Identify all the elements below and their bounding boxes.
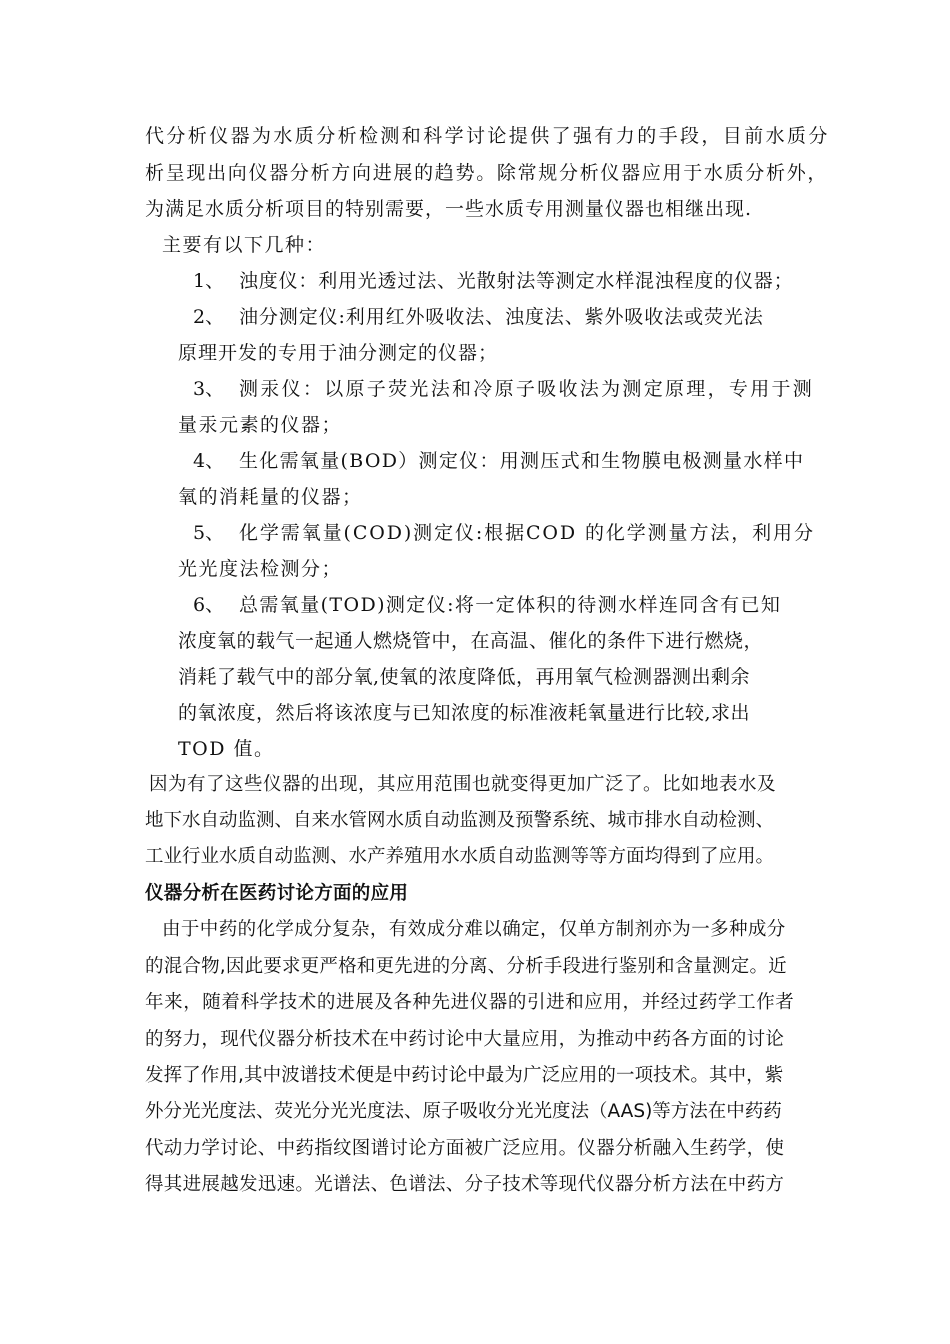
para2-line-1: 因为有了这些仪器的出现，其应用范围也就变得更加广泛了。比如地表水及: [149, 774, 777, 795]
para1-line-1: 代分析仪器为水质分析检测和科学讨论提供了强有力的手段，目前水质分: [145, 125, 830, 147]
item-number: 5、: [193, 522, 225, 544]
para3-line-8: 得其进展越发迅速。光谱法、色谱法、分子技术等现代仪器分析方法在中药方: [145, 1174, 785, 1195]
item-text: 生化需氧量(BOD）测定仪：用测压式和生物膜电极测量水样中: [239, 450, 805, 472]
para1-line-3: 为满足水质分析项目的特别需要，一些水质专用测量仪器也相继出现.: [145, 198, 753, 220]
para3-line-2: 的混合物,因此要求更严格和更先进的分离、分析手段进行鉴别和含量测定。近: [145, 956, 787, 977]
item-number: 3、: [193, 378, 225, 400]
para1-line-2: 析呈现出向仪器分析方向进展的趋势。除常规分析仪器应用于水质分析外，: [145, 162, 829, 184]
para3-line-3: 年来，随着科学技术的进展及各种先进仪器的引进和应用，并经过药学工作者: [145, 992, 795, 1013]
item-continuation: 量汞元素的仪器；: [178, 414, 343, 436]
item-continuation: 的氧浓度，然后将该浓度与已知浓度的标准液耗氧量进行比较,求出: [178, 702, 751, 724]
list-item-3: [193, 377, 814, 401]
list-item-6: [193, 593, 781, 617]
para3-line-1: 由于中药的化学成分复杂，有效成分难以确定，仅单方制剂亦为一多种成分: [162, 919, 786, 940]
item-continuation: 浓度氧的载气一起通人燃烧管中，在高温、催化的条件下进行燃烧，: [178, 630, 764, 652]
item-continuation: TOD 值。: [178, 738, 275, 760]
list-item-2: [193, 305, 764, 329]
item-text: 总需氧量(TOD)测定仪:将一定体积的待测水样连同含有已知: [239, 594, 782, 616]
item-number: 6、: [193, 594, 225, 616]
para3-line-5: 发挥了作用,其中波谱技术便是中药讨论中最为广泛应用的一项技术。其中，紫: [145, 1065, 784, 1086]
list-item-4: [193, 449, 804, 473]
item-text: 测汞仪：以原子荧光法和冷原子吸收法为测定原理，专用于测: [239, 378, 815, 400]
item-number: 2、: [193, 306, 225, 328]
section-heading: 仪器分析在医药讨论方面的应用: [145, 883, 409, 904]
intro-line: 主要有以下几种：: [162, 234, 327, 256]
para3-line-7: 代动力学讨论、中药指纹图谱讨论方面被广泛应用。仪器分析融入生药学，使: [145, 1138, 785, 1159]
list-item-5: [193, 521, 815, 545]
item-text: 浊度仪：利用光透过法、光散射法等测定水样混浊程度的仪器；: [239, 270, 794, 292]
item-continuation: 光光度法检测分；: [178, 558, 343, 580]
item-continuation: 消耗了载气中的部分氧,使氧的浓度降低，再用氧气检测器测出剩余: [178, 666, 751, 688]
para3-line-6: 外分光光度法、荧光分光光度法、原子吸收分光光度法（AAS)等方法在中药药: [145, 1101, 782, 1122]
item-number: 1、: [193, 270, 225, 292]
item-continuation: 原理开发的专用于油分测定的仪器；: [178, 342, 499, 364]
para2-line-2: 地下水自动监测、自来水管网水质自动监测及预警系统、城市排水自动检测、: [145, 810, 775, 831]
para2-line-3: 工业行业水质自动监测、水产养殖用水水质自动监测等等方面均得到了应用。: [145, 846, 775, 867]
item-number: 4、: [193, 450, 225, 472]
item-text: 油分测定仪:利用红外吸收法、浊度法、紫外吸收法或荧光法: [239, 306, 764, 328]
item-continuation: 氧的消耗量的仪器；: [178, 486, 363, 508]
list-item-1: [193, 269, 793, 293]
item-text: 化学需氧量(COD)测定仪:根据COD 的化学测量方法，利用分: [239, 522, 815, 544]
para3-line-4: 的努力，现代仪器分析技术在中药讨论中大量应用，为推动中药各方面的讨论: [145, 1029, 785, 1050]
